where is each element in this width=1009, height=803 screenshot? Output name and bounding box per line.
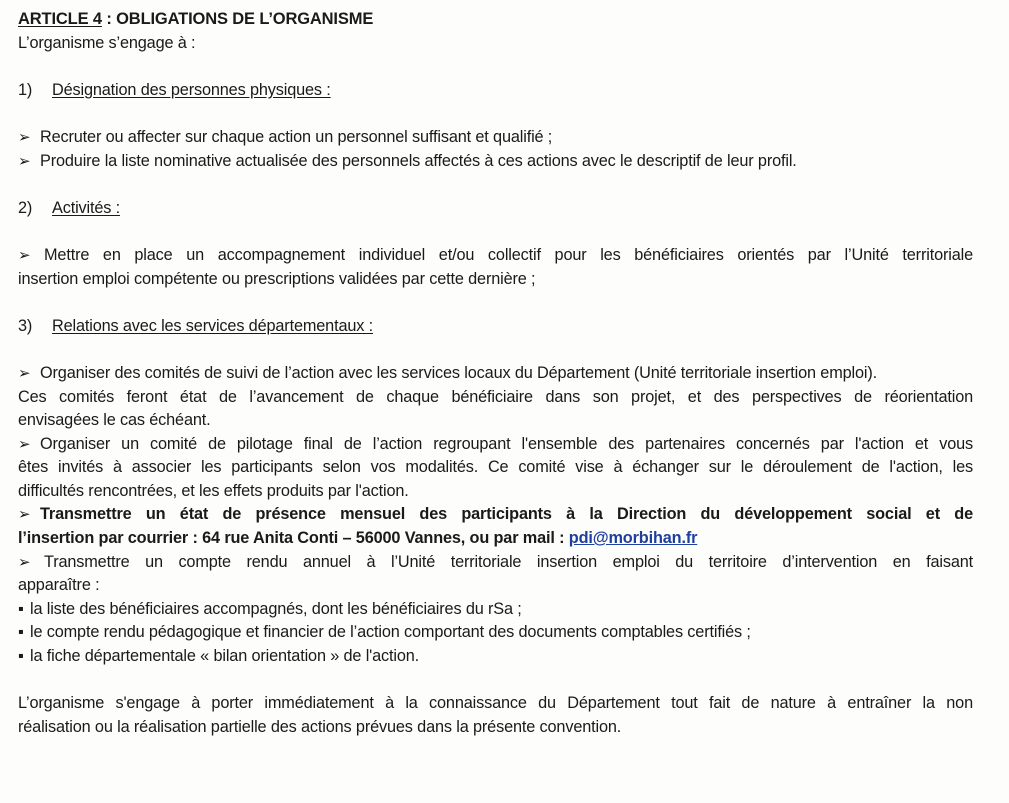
square-bullet-icon: ▪: [18, 647, 24, 666]
closing-paragraph-continuation: réalisation ou la réalisation partielle des actions prévues dans la présente convention.: [18, 717, 622, 736]
list-item: ➢ Organiser des comités de suivi de l’action avec les services locaux du Département (Unité territoriale insertion emploi).: [18, 362, 973, 386]
arrow-bullet-icon: ➢: [18, 152, 31, 170]
list-item-continuation: envisagées le cas échéant.: [18, 411, 211, 430]
article-intro: L’organisme s’engage à :: [18, 33, 196, 52]
section-title: Relations avec les services départementaux :: [52, 316, 373, 335]
list-item-continuation: l’insertion par courrier : 64 rue Anita Conti – 56000 Vannes, ou par mail : pdi@morbihan.fr: [18, 529, 698, 548]
email-link[interactable]: pdi@morbihan.fr: [568, 529, 698, 548]
list-item-continuation: insertion emploi compétente ou prescriptions validées par cette dernière ;: [18, 269, 536, 288]
list-item-continuation: apparaître :: [18, 576, 100, 595]
sub-list-item: ▪ la fiche départementale « bilan orientation » de l'action.: [18, 645, 973, 669]
section-3-heading: [18, 315, 973, 339]
list-item: ➢ Produire la liste nominative actualisée des personnels affectés à ces actions avec le descriptif de leur profil.: [18, 150, 973, 174]
section-1-heading: [18, 79, 973, 103]
list-item-emphasis: ➢ Transmettre un état de présence mensuel des participants à la Direction du développement social et de: [18, 503, 973, 527]
list-item: ➢ Recruter ou affecter sur chaque action un personnel suffisant et qualifié ;: [18, 126, 973, 150]
article-title: [18, 8, 973, 32]
section-number: 1): [18, 80, 33, 99]
arrow-bullet-icon: ➢: [18, 435, 31, 453]
arrow-bullet-icon: ➢: [18, 364, 31, 382]
section-number: 3): [18, 316, 33, 335]
document-page: [18, 8, 973, 739]
square-bullet-icon: ▪: [18, 623, 24, 642]
sub-list-item: ▪ le compte rendu pédagogique et financier de l’action comportant des documents comptables certifiés ;: [18, 621, 973, 645]
list-item-continuation: difficultés rencontrées, et les effets produits par l'action.: [18, 481, 409, 500]
article-title-text: : OBLIGATIONS DE L’ORGANISME: [101, 10, 374, 28]
list-item: ➢ Organiser un comité de pilotage final de l’action regroupant l'ensemble des partenaires concernés par l'action et vous: [18, 433, 973, 457]
list-item: ➢ Transmettre un compte rendu annuel à l’Unité territoriale insertion emploi du territoire d’intervention en faisant: [18, 551, 973, 575]
arrow-bullet-icon: ➢: [18, 246, 31, 264]
list-item-continuation: êtes invités à associer les participants selon vos modalités. Ce comité vise à échanger sur le déroulement de l'action, les: [18, 458, 973, 477]
square-bullet-icon: ▪: [18, 599, 24, 618]
article-number: ARTICLE 4: [18, 10, 102, 28]
section-number: 2): [18, 198, 33, 217]
closing-paragraph: L’organisme s'engage à porter immédiatement à la connaissance du Département tout fait de nature à entraîner la non: [18, 694, 973, 713]
arrow-bullet-icon: ➢: [18, 128, 31, 146]
sub-list-item: ▪ la liste des bénéficiaires accompagnés, dont les bénéficiaires du rSa ;: [18, 598, 973, 622]
section-title: Activités :: [52, 198, 121, 217]
arrow-bullet-icon: ➢: [18, 553, 31, 571]
arrow-bullet-icon: ➢: [18, 506, 31, 524]
list-item: ➢ Mettre en place un accompagnement individuel et/ou collectif pour les bénéficiaires orientés par l’Unité territoriale: [18, 244, 973, 268]
list-item-continuation: Ces comités feront état de l’avancement de chaque bénéficiaire dans son projet, et des perspectives de réorientation: [18, 387, 973, 406]
section-2-heading: [18, 197, 973, 221]
section-title: Désignation des personnes physiques :: [52, 80, 331, 99]
